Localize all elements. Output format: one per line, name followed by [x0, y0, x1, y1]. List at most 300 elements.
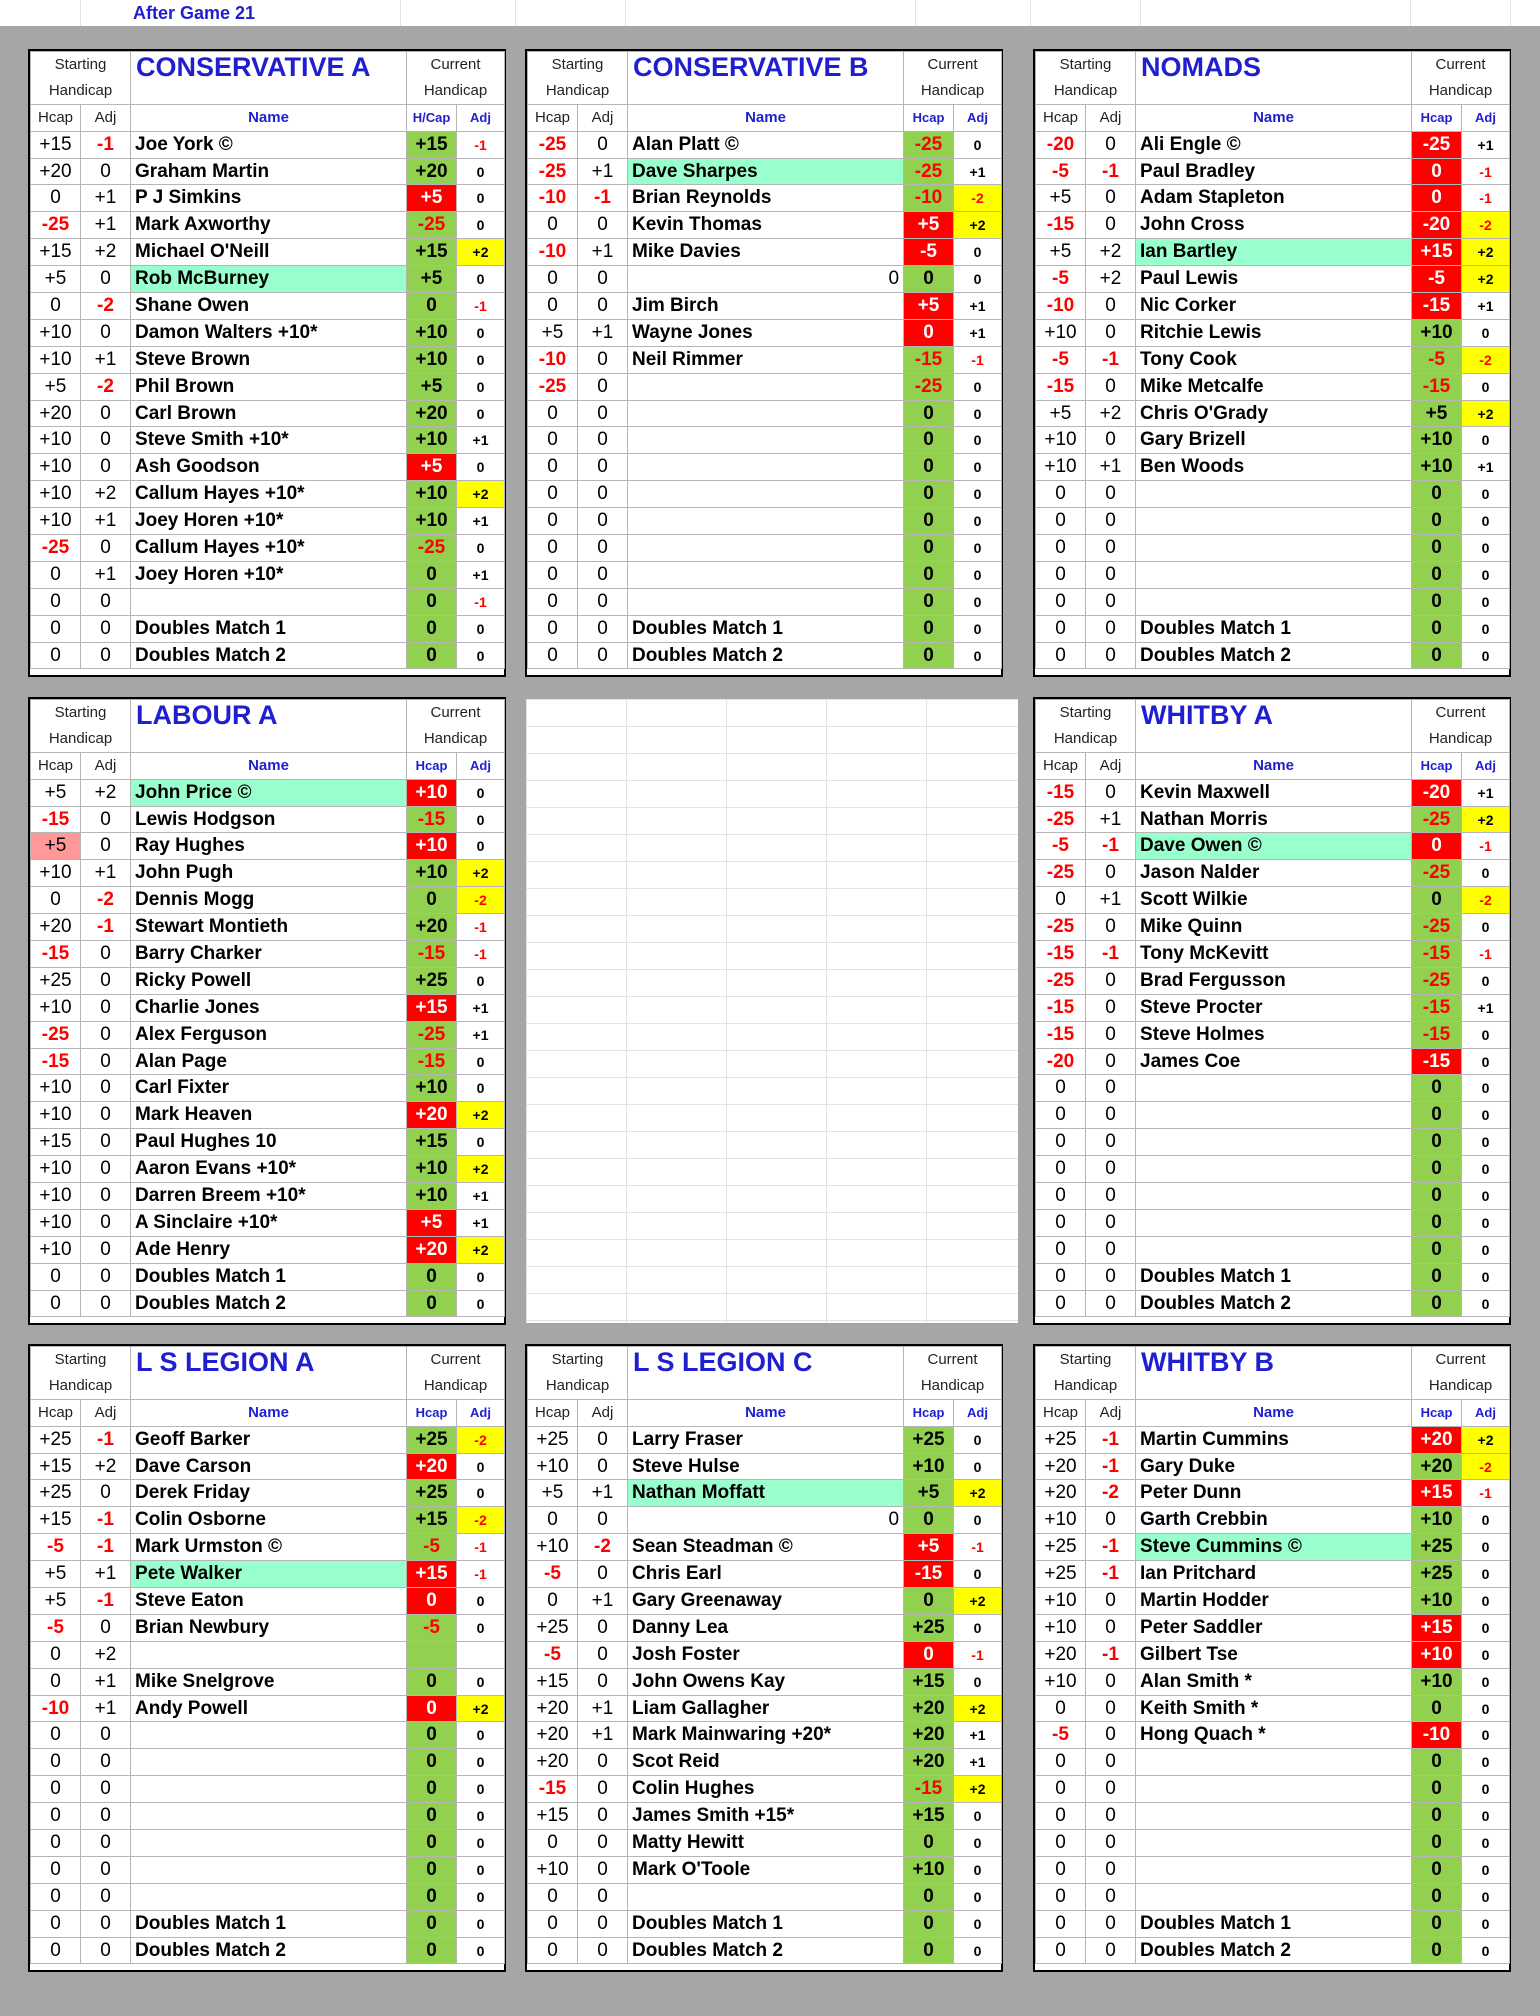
team-name: L S LEGION C: [628, 1347, 904, 1400]
player-name: [1136, 1749, 1412, 1776]
player-name: Hong Quach *: [1136, 1722, 1412, 1749]
start-hcap: +20: [1036, 1453, 1086, 1480]
start-adj: 0: [1086, 427, 1136, 454]
current-adj: -2: [1462, 212, 1510, 239]
current-adj: +1: [954, 1749, 1002, 1776]
start-adj: 0: [1086, 994, 1136, 1021]
team-name: WHITBY A: [1136, 700, 1412, 753]
table-row: [1036, 1236, 1510, 1263]
player-name: Steve Holmes: [1136, 1021, 1412, 1048]
player-name: [628, 508, 904, 535]
col-current-hcap: H/Cap: [407, 104, 457, 131]
start-hcap: 0: [31, 185, 81, 212]
start-hcap: 0: [528, 561, 578, 588]
current-hcap: +15: [407, 239, 457, 266]
start-adj: -1: [1086, 1534, 1136, 1561]
start-hcap: 0: [31, 1856, 81, 1883]
start-hcap: +15: [528, 1668, 578, 1695]
table-row: [528, 1749, 1002, 1776]
player-name: Barry Charker: [131, 941, 407, 968]
current-adj: +2: [1462, 266, 1510, 293]
start-adj: 0: [81, 1236, 131, 1263]
start-hcap: +25: [528, 1614, 578, 1641]
current-adj: -2: [1462, 887, 1510, 914]
table-row: [1036, 1830, 1510, 1857]
current-hcap: -15: [904, 1561, 954, 1588]
current-adj: 0: [457, 319, 505, 346]
start-hcap: 0: [528, 454, 578, 481]
current-adj: 0: [1462, 1937, 1510, 1964]
player-name: Doubles Match 2: [1136, 1290, 1412, 1317]
current-hcap: +15: [407, 131, 457, 158]
current-adj: 0: [457, 1290, 505, 1317]
player-name: [628, 588, 904, 615]
start-adj: 0: [1086, 1883, 1136, 1910]
table-row: [31, 1183, 505, 1210]
player-name: Steve Hulse: [628, 1453, 904, 1480]
table-row: [528, 185, 1002, 212]
player-name: Mike Quinn: [1136, 914, 1412, 941]
start-adj: 0: [1086, 1856, 1136, 1883]
current-adj: 0: [954, 1453, 1002, 1480]
start-hcap: +10: [31, 319, 81, 346]
player-name: Keith Smith *: [1136, 1695, 1412, 1722]
col-current-adj: Adj: [954, 104, 1002, 131]
start-hcap: 0: [1036, 1129, 1086, 1156]
current-hcap: +25: [904, 1426, 954, 1453]
player-name: [1136, 1102, 1412, 1129]
current-adj: +1: [457, 508, 505, 535]
current-hcap: +5: [904, 293, 954, 320]
start-hcap: +25: [1036, 1426, 1086, 1453]
table-row: [31, 860, 505, 887]
player-name: Steve Procter: [1136, 994, 1412, 1021]
start-hcap: 0: [528, 1830, 578, 1857]
current-adj: +1: [1462, 454, 1510, 481]
current-hcap: +15: [407, 1507, 457, 1534]
start-hcap: 0: [31, 1722, 81, 1749]
start-adj: 0: [81, 1480, 131, 1507]
table-row: [1036, 1883, 1510, 1910]
current-adj: 0: [1462, 1129, 1510, 1156]
col-adj: Adj: [578, 104, 628, 131]
current-label: Current: [904, 1347, 1002, 1373]
start-adj: 0: [81, 615, 131, 642]
table-row: [528, 588, 1002, 615]
table-row: [1036, 319, 1510, 346]
current-hcap: +10: [904, 1453, 954, 1480]
start-hcap: -25: [1036, 860, 1086, 887]
start-adj: 0: [1086, 615, 1136, 642]
current-adj: 0: [457, 1910, 505, 1937]
current-hcap: -15: [1412, 373, 1462, 400]
table-row: [31, 887, 505, 914]
start-adj: -1: [81, 1507, 131, 1534]
team-panel-conservative-a: [28, 49, 506, 677]
player-name: [1136, 1075, 1412, 1102]
start-hcap: 0: [1036, 1856, 1086, 1883]
start-hcap: -10: [528, 346, 578, 373]
table-row: [1036, 941, 1510, 968]
start-hcap: 0: [528, 266, 578, 293]
table-row: [31, 1480, 505, 1507]
player-name: James Smith +15*: [628, 1803, 904, 1830]
start-hcap: 0: [31, 1883, 81, 1910]
start-adj: 0: [1086, 1183, 1136, 1210]
start-adj: +1: [1086, 887, 1136, 914]
current-adj: 0: [954, 454, 1002, 481]
table-row: [31, 1695, 505, 1722]
current-hcap: +10: [1412, 1668, 1462, 1695]
current-hcap: 0: [1412, 561, 1462, 588]
start-adj: -1: [81, 1534, 131, 1561]
current-adj: 0: [457, 1749, 505, 1776]
start-hcap: -15: [1036, 941, 1086, 968]
start-adj: 0: [1086, 1910, 1136, 1937]
player-name: Graham Martin: [131, 158, 407, 185]
col-name: Name: [131, 104, 407, 131]
current-adj: 0: [457, 1588, 505, 1615]
player-name: Alan Platt ©: [628, 131, 904, 158]
start-hcap: +10: [1036, 1507, 1086, 1534]
current-adj: 0: [1462, 1695, 1510, 1722]
current-hcap: -25: [904, 131, 954, 158]
current-adj: 0: [1462, 1803, 1510, 1830]
current-adj: 0: [457, 1129, 505, 1156]
current-hcap: +5: [407, 266, 457, 293]
current-hcap: 0: [904, 561, 954, 588]
table-row: [31, 131, 505, 158]
player-name: [628, 1883, 904, 1910]
start-hcap: +5: [31, 1561, 81, 1588]
start-hcap: 0: [31, 293, 81, 320]
current-hcap: 0: [407, 293, 457, 320]
start-adj: +1: [81, 212, 131, 239]
player-name: Tony Cook: [1136, 346, 1412, 373]
table-row: [31, 239, 505, 266]
start-hcap: +25: [528, 1426, 578, 1453]
start-adj: 0: [81, 427, 131, 454]
player-name: Josh Foster: [628, 1641, 904, 1668]
current-hcap: 0: [407, 1803, 457, 1830]
start-adj: 0: [81, 1749, 131, 1776]
current-handicap-label: Handicap: [1412, 726, 1510, 752]
table-row: [1036, 1263, 1510, 1290]
start-hcap: -25: [31, 1021, 81, 1048]
player-name: Chris O'Grady: [1136, 400, 1412, 427]
current-adj: 0: [457, 373, 505, 400]
start-adj: 0: [578, 1453, 628, 1480]
current-adj: 0: [954, 588, 1002, 615]
start-hcap: +10: [31, 994, 81, 1021]
table-row: [31, 1883, 505, 1910]
player-name: Ian Bartley: [1136, 239, 1412, 266]
current-adj: 0: [954, 615, 1002, 642]
current-hcap: 0: [407, 1937, 457, 1964]
player-name: 0: [628, 266, 904, 293]
start-adj: 0: [578, 1561, 628, 1588]
current-hcap: -10: [1412, 1722, 1462, 1749]
start-adj: -2: [1086, 1480, 1136, 1507]
current-hcap: -15: [407, 806, 457, 833]
current-adj: -1: [457, 588, 505, 615]
current-label: Current: [904, 52, 1002, 78]
player-name: Matty Hewitt: [628, 1830, 904, 1857]
table-row: [1036, 1561, 1510, 1588]
sheet-top-row: [0, 0, 1540, 27]
player-name: [131, 1856, 407, 1883]
table-row: [31, 588, 505, 615]
player-name: Doubles Match 1: [1136, 1263, 1412, 1290]
current-adj: 0: [1462, 1263, 1510, 1290]
current-hcap: +20: [1412, 1426, 1462, 1453]
table-row: [528, 1910, 1002, 1937]
table-row: [31, 1561, 505, 1588]
player-name: Garth Crebbin: [1136, 1507, 1412, 1534]
player-name: Mike Snelgrove: [131, 1668, 407, 1695]
current-adj: 0: [954, 535, 1002, 562]
start-hcap: 0: [31, 1910, 81, 1937]
current-hcap: [407, 1641, 457, 1668]
team-name: CONSERVATIVE A: [131, 52, 407, 105]
current-adj: 0: [457, 642, 505, 669]
player-name: Colin Hughes: [628, 1776, 904, 1803]
start-adj: 0: [578, 535, 628, 562]
start-adj: 0: [578, 266, 628, 293]
handicap-label: Handicap: [31, 78, 131, 104]
player-name: [628, 454, 904, 481]
current-hcap: 0: [904, 508, 954, 535]
current-adj: +2: [1462, 806, 1510, 833]
current-adj: 0: [1462, 1830, 1510, 1857]
current-hcap: 0: [904, 1937, 954, 1964]
player-name: [1136, 1830, 1412, 1857]
current-hcap: +10: [1412, 1507, 1462, 1534]
current-adj: +2: [457, 481, 505, 508]
start-hcap: +20: [31, 158, 81, 185]
current-hcap: 0: [1412, 1075, 1462, 1102]
current-adj: 0: [954, 561, 1002, 588]
start-adj: +2: [81, 779, 131, 806]
start-hcap: +10: [31, 427, 81, 454]
current-adj: 0: [1462, 1749, 1510, 1776]
start-hcap: 0: [1036, 1290, 1086, 1317]
current-hcap: 0: [904, 1883, 954, 1910]
player-name: Mark Urmston ©: [131, 1534, 407, 1561]
player-name: Peter Dunn: [1136, 1480, 1412, 1507]
start-adj: 0: [1086, 1075, 1136, 1102]
current-adj: 0: [1462, 373, 1510, 400]
start-hcap: 0: [528, 1883, 578, 1910]
start-hcap: +20: [528, 1695, 578, 1722]
start-adj: +2: [81, 1453, 131, 1480]
table-row: [1036, 1749, 1510, 1776]
current-adj: 0: [1462, 1641, 1510, 1668]
start-hcap: 0: [31, 1776, 81, 1803]
start-hcap: -15: [1036, 1021, 1086, 1048]
current-hcap: +10: [407, 427, 457, 454]
team-panel-nomads: [1033, 49, 1511, 677]
table-row: [1036, 1695, 1510, 1722]
table-row: [31, 967, 505, 994]
table-row: [31, 158, 505, 185]
current-hcap: 0: [407, 1749, 457, 1776]
player-name: Gary Greenaway: [628, 1588, 904, 1615]
table-row: [1036, 158, 1510, 185]
player-name: Ade Henry: [131, 1236, 407, 1263]
current-hcap: 0: [1412, 1776, 1462, 1803]
table-row: [1036, 1129, 1510, 1156]
current-adj: 0: [1462, 1102, 1510, 1129]
start-adj: 0: [578, 481, 628, 508]
current-adj: -1: [954, 1534, 1002, 1561]
start-hcap: +10: [31, 346, 81, 373]
current-adj: 0: [1462, 1883, 1510, 1910]
start-adj: 0: [1086, 1129, 1136, 1156]
table-row: [31, 1209, 505, 1236]
current-hcap: -20: [1412, 779, 1462, 806]
table-row: [1036, 239, 1510, 266]
current-hcap: +10: [1412, 427, 1462, 454]
start-adj: 0: [1086, 967, 1136, 994]
player-name: Neil Rimmer: [628, 346, 904, 373]
col-name: Name: [1136, 1399, 1412, 1426]
col-current-hcap: Hcap: [1412, 1399, 1462, 1426]
current-adj: 0: [954, 1668, 1002, 1695]
current-adj: 0: [1462, 1048, 1510, 1075]
start-adj: 0: [1086, 642, 1136, 669]
current-hcap: 0: [407, 1856, 457, 1883]
start-adj: 0: [81, 1263, 131, 1290]
start-adj: 0: [1086, 1776, 1136, 1803]
team-panel-l-s-legion-a: [28, 1344, 506, 1972]
start-hcap: +20: [528, 1722, 578, 1749]
table-row: [1036, 185, 1510, 212]
current-hcap: 0: [407, 1722, 457, 1749]
table-row: [1036, 860, 1510, 887]
player-name: [1136, 481, 1412, 508]
current-adj: 0: [1462, 1614, 1510, 1641]
player-name: Mark O'Toole: [628, 1856, 904, 1883]
current-adj: 0: [457, 1776, 505, 1803]
start-adj: 0: [81, 1776, 131, 1803]
current-hcap: 0: [1412, 1209, 1462, 1236]
start-hcap: 0: [1036, 887, 1086, 914]
start-hcap: +15: [31, 1453, 81, 1480]
player-name: Martin Hodder: [1136, 1588, 1412, 1615]
player-name: Ali Engle ©: [1136, 131, 1412, 158]
col-current-adj: Adj: [1462, 104, 1510, 131]
current-adj: +2: [954, 1776, 1002, 1803]
current-hcap: +10: [1412, 454, 1462, 481]
table-row: [31, 1290, 505, 1317]
col-current-hcap: Hcap: [904, 104, 954, 131]
current-adj: -2: [1462, 1453, 1510, 1480]
player-name: Rob McBurney: [131, 266, 407, 293]
start-hcap: +10: [31, 1209, 81, 1236]
table-row: [1036, 967, 1510, 994]
start-adj: +1: [81, 561, 131, 588]
player-name: Nathan Morris: [1136, 806, 1412, 833]
current-hcap: +5: [904, 1534, 954, 1561]
start-adj: +1: [578, 1480, 628, 1507]
current-hcap: 0: [407, 1290, 457, 1317]
current-hcap: +20: [1412, 1453, 1462, 1480]
current-adj: +1: [457, 994, 505, 1021]
current-adj: +1: [1462, 779, 1510, 806]
start-adj: 0: [578, 1883, 628, 1910]
start-adj: 0: [81, 1209, 131, 1236]
start-hcap: -10: [31, 1695, 81, 1722]
player-name: Lewis Hodgson: [131, 806, 407, 833]
start-hcap: -20: [1036, 131, 1086, 158]
start-hcap: -20: [1036, 1048, 1086, 1075]
start-adj: 0: [578, 1614, 628, 1641]
player-name: [131, 1722, 407, 1749]
start-adj: 0: [1086, 1695, 1136, 1722]
current-hcap: +15: [904, 1803, 954, 1830]
table-row: [31, 1910, 505, 1937]
start-adj: 0: [1086, 481, 1136, 508]
player-name: Tony McKevitt: [1136, 941, 1412, 968]
current-hcap: +5: [904, 212, 954, 239]
current-hcap: 0: [1412, 1263, 1462, 1290]
current-adj: 0: [954, 642, 1002, 669]
table-row: [1036, 833, 1510, 860]
current-hcap: 0: [1412, 615, 1462, 642]
start-hcap: -10: [1036, 293, 1086, 320]
start-hcap: +25: [31, 967, 81, 994]
player-name: [131, 1803, 407, 1830]
current-hcap: +20: [407, 1236, 457, 1263]
table-row: [31, 1776, 505, 1803]
table-row: [31, 1507, 505, 1534]
table-row: [528, 561, 1002, 588]
start-adj: 0: [81, 1883, 131, 1910]
start-adj: 0: [578, 1668, 628, 1695]
current-adj: -1: [457, 914, 505, 941]
player-name: Paul Hughes 10: [131, 1129, 407, 1156]
player-name: Ritchie Lewis: [1136, 319, 1412, 346]
player-name: Larry Fraser: [628, 1426, 904, 1453]
handicap-label: Handicap: [1036, 726, 1136, 752]
table-row: [1036, 1668, 1510, 1695]
table-row: [528, 212, 1002, 239]
start-hcap: 0: [528, 212, 578, 239]
table-row: [1036, 373, 1510, 400]
table-row: [31, 1830, 505, 1857]
start-adj: -1: [81, 914, 131, 941]
table-row: [31, 1453, 505, 1480]
player-name: Nathan Moffatt: [628, 1480, 904, 1507]
player-name: Doubles Match 1: [628, 615, 904, 642]
current-adj: 0: [954, 239, 1002, 266]
start-hcap: -25: [31, 535, 81, 562]
current-hcap: 0: [904, 481, 954, 508]
current-adj: +1: [1462, 994, 1510, 1021]
current-hcap: 0: [1412, 588, 1462, 615]
start-hcap: +10: [528, 1856, 578, 1883]
table-row: [528, 454, 1002, 481]
team-panel-whitby-a: [1033, 697, 1511, 1325]
table-row: [1036, 561, 1510, 588]
current-adj: -1: [1462, 941, 1510, 968]
player-name: [131, 1776, 407, 1803]
team-panel-l-s-legion-c: [525, 1344, 1003, 1972]
table-row: [1036, 1534, 1510, 1561]
start-adj: +1: [81, 508, 131, 535]
current-adj: 0: [457, 1937, 505, 1964]
